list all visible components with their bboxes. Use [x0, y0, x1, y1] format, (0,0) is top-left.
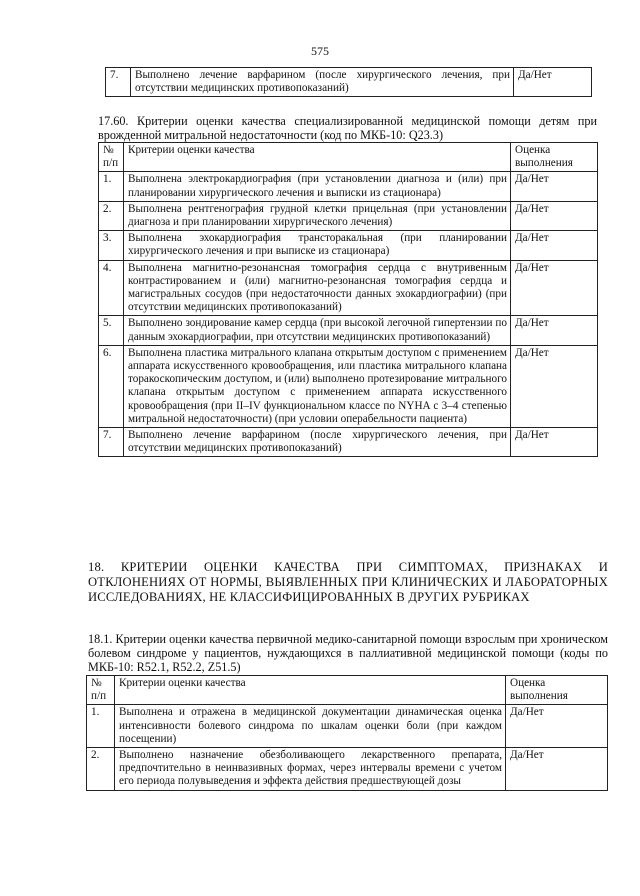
row-number: 5. — [99, 316, 124, 345]
answer-cell: Да/Нет — [511, 345, 598, 427]
answer-cell: Да/Нет — [511, 316, 598, 345]
table-row — [99, 316, 598, 345]
answer-cell: Да/Нет — [511, 231, 598, 260]
col-criteria-header: Критерии оценки качества — [124, 143, 511, 172]
col-number-header: № п/п — [87, 676, 115, 705]
continuation-table — [105, 67, 592, 97]
table-row — [106, 68, 592, 97]
table-header-row — [87, 676, 608, 705]
col-answer-header: Оценка выполнения — [511, 143, 598, 172]
answer-cell: Да/Нет — [514, 68, 592, 97]
answer-cell: Да/Нет — [506, 748, 608, 791]
criteria-table-17-60 — [98, 142, 598, 457]
col-criteria-header: Критерии оценки качества — [115, 676, 506, 705]
answer-cell: Да/Нет — [511, 201, 598, 230]
criterion-text: Выполнена рентгенография грудной клетки прицельная (при установлении диагноза и при планировании хирургического лечения) — [124, 201, 511, 230]
criterion-text: Выполнена магнитно-резонансная томография сердца с внутривенным контрастированием и (или) магнитно-резонансная томография сердца и магистральных сосудов (при недостаточности данных эхокардиографии) (при отсутствии медицинских противопоказаний) — [124, 260, 511, 316]
row-number: 3. — [99, 231, 124, 260]
table-header-row — [99, 143, 598, 172]
table-row — [99, 260, 598, 316]
table-row — [99, 201, 598, 230]
section-18-1-heading: 18.1. Критерии оценки качества первичной медико-санитарной помощи взрослым при хроническом болевом синдроме у пациентов, нуждающихся в паллиативной медицинской помощи (коды по МКБ-10: R52.1, R52.2, Z51.5) — [88, 632, 608, 674]
criterion-text: Выполнено лечение варфарином (после хирургического лечения, при отсутствии медицинских противопоказаний) — [131, 68, 514, 97]
row-number: 7. — [106, 68, 131, 97]
row-number: 1. — [87, 705, 115, 748]
table-row — [99, 231, 598, 260]
answer-cell: Да/Нет — [511, 172, 598, 201]
col-answer-header: Оценка выполнения — [506, 676, 608, 705]
answer-cell: Да/Нет — [506, 705, 608, 748]
criterion-text: Выполнено лечение варфарином (после хирургического лечения, при отсутствии медицинских противопоказаний) — [124, 428, 511, 457]
row-number: 2. — [87, 748, 115, 791]
col-number-header: № п/п — [99, 143, 124, 172]
criterion-text: Выполнена и отражена в медицинской документации динамическая оценка интенсивности болевого синдрома по шкалам оценки боли (при каждом посещении) — [115, 705, 506, 748]
section-17-60-heading: 17.60. Критерии оценки качества специализированной медицинской помощи детям при врожденной митральной недостаточности (код по МКБ-10: Q23.3) — [98, 114, 597, 142]
row-number: 4. — [99, 260, 124, 316]
answer-cell: Да/Нет — [511, 260, 598, 316]
row-number: 6. — [99, 345, 124, 427]
criterion-text: Выполнена электрокардиография (при установлении диагноза и (или) при планировании хирургического лечения и выписки из стационара) — [124, 172, 511, 201]
criterion-text: Выполнено зондирование камер сердца (при высокой легочной гипертензии по данным эхокардиографии, при отсутствии медицинских противопоказаний) — [124, 316, 511, 345]
table-row — [87, 748, 608, 791]
criterion-text: Выполнено назначение обезболивающего лекарственного препарата, предпочтительно в неинвазивных формах, через интервалы времени с учетом его периода полувыведения и эффекта действия предшествующей дозы — [115, 748, 506, 791]
criteria-table-18-1 — [86, 675, 608, 791]
section-18-heading: 18. КРИТЕРИИ ОЦЕНКИ КАЧЕСТВА ПРИ СИМПТОМАХ, ПРИЗНАКАХ И ОТКЛОНЕНИЯХ ОТ НОРМЫ, ВЫЯВЛЕННЫХ ПРИ КЛИНИЧЕСКИХ И ЛАБОРАТОРНЫХ ИССЛЕДОВАНИЯХ, НЕ КЛАССИФИЦИРОВАННЫХ В ДРУГИХ РУБРИКАХ — [88, 560, 608, 604]
table-row — [99, 345, 598, 427]
criterion-text: Выполнена пластика митрального клапана открытым доступом с применением аппарата искусственного кровообращения, или пластика митрального клапана торакоскопическим доступом, и (или) выполнено протезирование митрального клапана открытым доступом с применением аппарата искусственного кровообращения (при II–IV функциональном классе по NYHA с 3–4 степенью митральной недостаточности) (при условии операбельности пациента) — [124, 345, 511, 427]
table-row — [87, 705, 608, 748]
row-number: 7. — [99, 428, 124, 457]
page-number: 575 — [311, 44, 329, 58]
table-row — [99, 172, 598, 201]
row-number: 2. — [99, 201, 124, 230]
answer-cell: Да/Нет — [511, 428, 598, 457]
table-row — [99, 428, 598, 457]
criterion-text: Выполнена эхокардиография трансторакальная (при планировании хирургического лечения и при выписке из стационара) — [124, 231, 511, 260]
row-number: 1. — [99, 172, 124, 201]
